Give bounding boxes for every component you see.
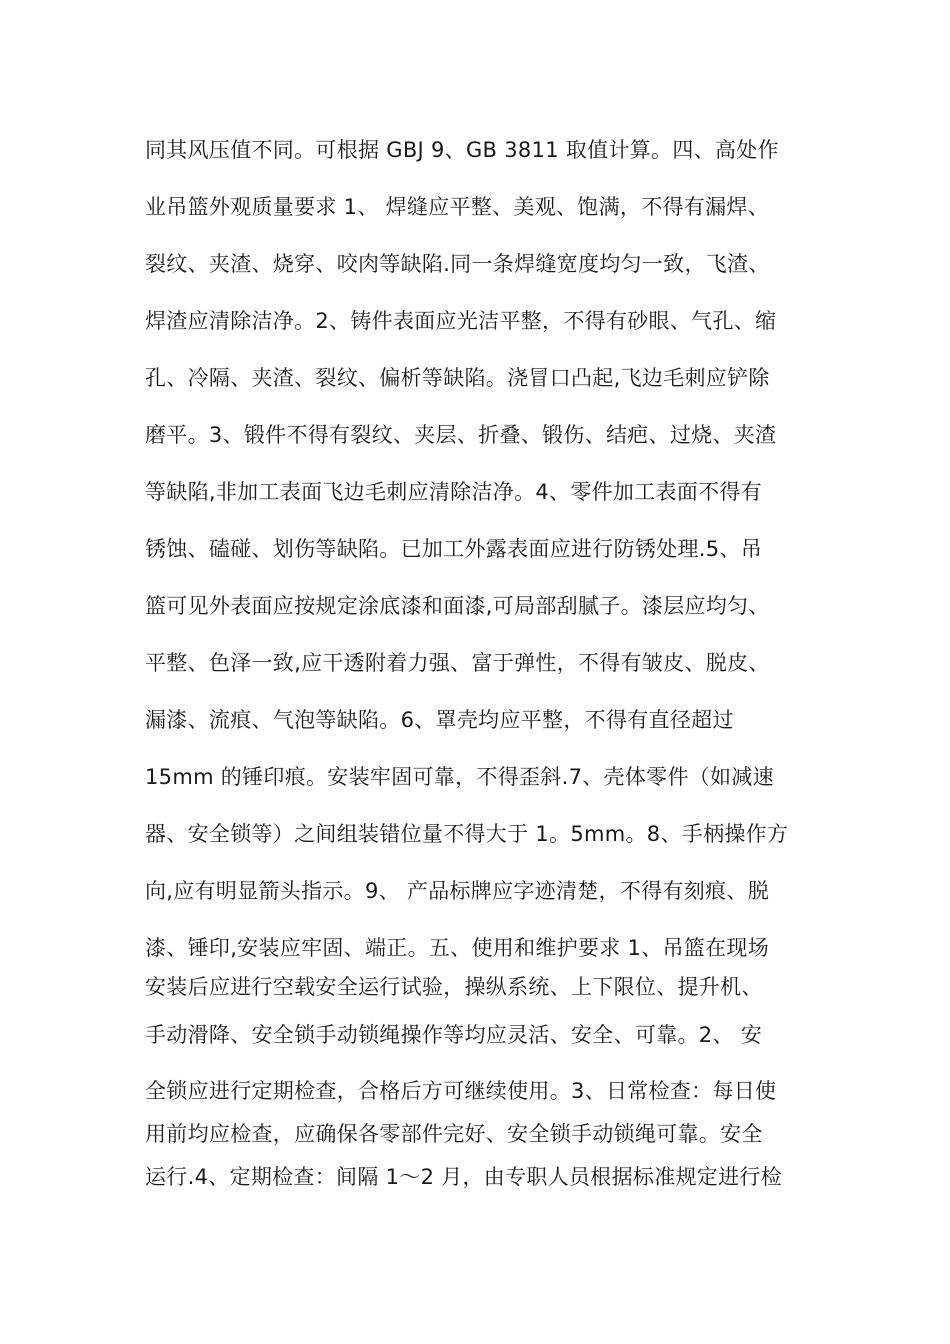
text-line: 裂纹、夹渣、烧穿、咬肉等缺陷.同一条焊缝宽度均匀一致，飞渣、	[145, 252, 770, 276]
text-line: 孔、冷隔、夹渣、裂纹、偏析等缺陷。浇冒口凸起,飞边毛刺应铲除	[145, 366, 770, 390]
text-line: 安装后应进行空载安全运行试验，操纵系统、上下限位、提升机、	[145, 975, 763, 999]
text-line: 锈蚀、磕碰、划伤等缺陷。已加工外露表面应进行防锈处理.5、吊	[145, 537, 763, 561]
text-line: 用前均应检查，应确保各零部件完好、安全锁手动锁绳可靠。安全	[145, 1122, 763, 1146]
text-line: 平整、色泽一致,应干透附着力强、富于弹性，不得有皱皮、脱皮、	[145, 651, 770, 675]
text-line: 运行.4、定期检查：间隔 1～2 月，由专职人员根据标准规定进行检	[145, 1165, 783, 1189]
text-line: 向,应有明显箭头指示。9、 产品标牌应字迹清楚，不得有刻痕、脱	[145, 879, 770, 903]
text-line: 磨平。3、锻件不得有裂纹、夹层、折叠、锻伤、结疤、过烧、夹渣	[145, 423, 777, 447]
text-line: 同其风压值不同。可根据 GBJ 9、GB 3811 取值计算。四、高处作	[145, 138, 779, 162]
text-line: 漆、锤印,安装应牢固、端正。五、使用和维护要求 1、吊篮在现场	[145, 936, 770, 960]
text-line: 器、安全锁等）之间组装错位量不得大于 1。5mm。8、手柄操作方	[145, 822, 789, 846]
text-line: 15mm 的锤印痕。安装牢固可靠，不得歪斜.7、壳体零件（如减速	[145, 765, 774, 789]
text-line: 业吊篮外观质量要求 1、 焊缝应平整、美观、饱满，不得有漏焊、	[145, 195, 770, 219]
text-line: 焊渣应清除洁净。2、铸件表面应光洁平整，不得有砂眼、气孔、缩	[145, 309, 777, 333]
text-line: 等缺陷,非加工表面飞边毛刺应清除洁净。4、零件加工表面不得有	[145, 480, 763, 504]
text-line: 篮可见外表面应按规定涂底漆和面漆,可局部刮腻子。漆层应均匀、	[145, 594, 770, 618]
text-line: 全锁应进行定期检查，合格后方可继续使用。3、日常检查：每日使	[145, 1079, 777, 1103]
text-line: 手动滑降、安全锁手动锁绳操作等均应灵活、安全、可靠。2、 安	[145, 1023, 763, 1047]
text-line: 漏漆、流痕、气泡等缺陷。6、罩壳均应平整，不得有直径超过	[145, 708, 734, 732]
